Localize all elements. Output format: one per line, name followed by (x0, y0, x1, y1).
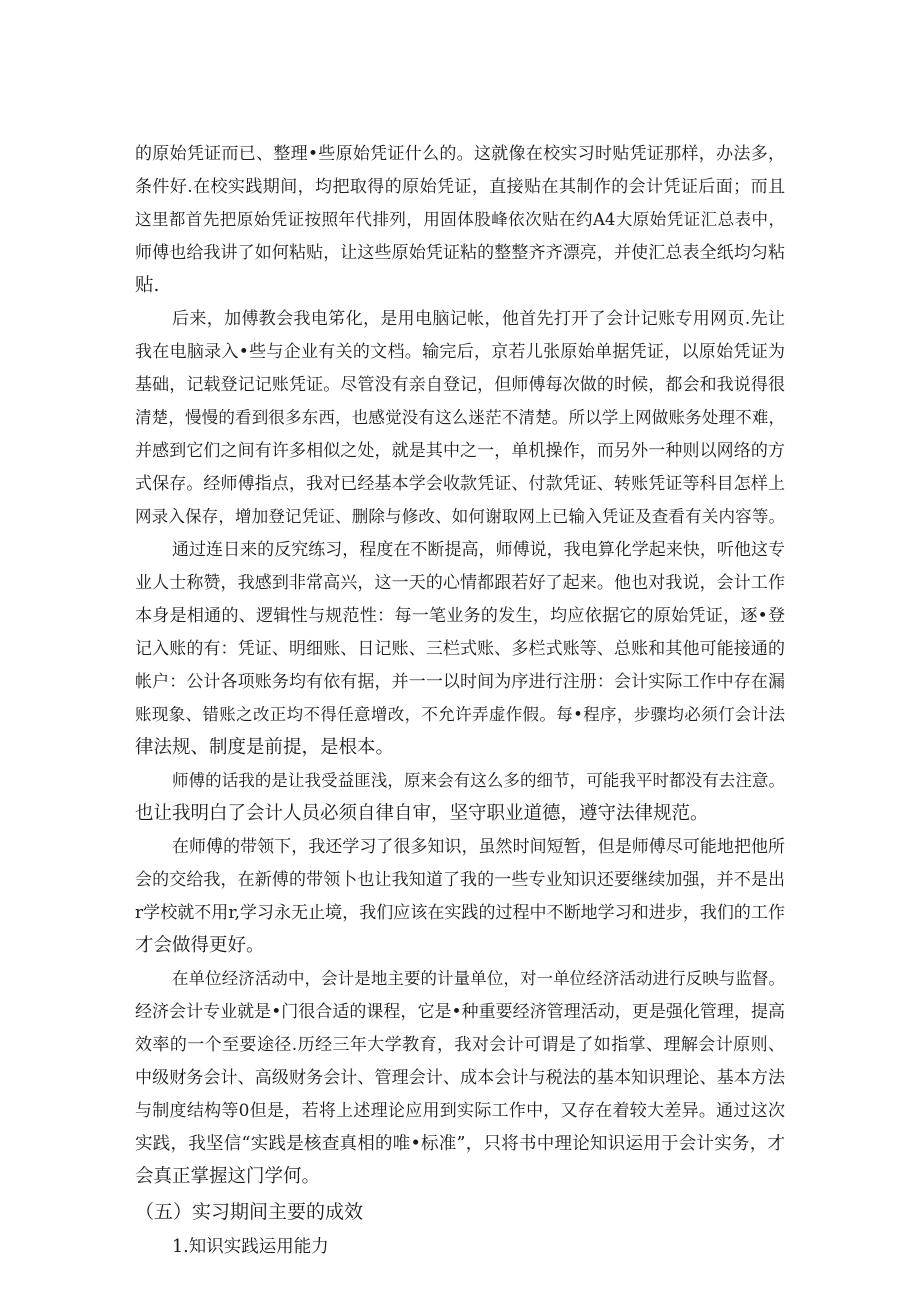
paragraph-2-line-2: 我在电脑录入•些与企业有关的文档。输完后，京若儿张原始单据凭证，以原始凭证为 (135, 342, 785, 362)
paragraph-3-line-7: 律法规、制度是前提，是根本。 (135, 737, 395, 758)
paragraph-2-line-4: 清楚，慢慢的看到很多东西，也感觉没有这么迷茫不清楚。所以学上网做账务处理不难， (135, 408, 785, 427)
paragraph-6-line-1: 在单位经济活动中，会计是地主要的计量单位，对一单位经济活动进行反映与监督。 (172, 969, 785, 988)
paragraph-3-line-1: 通过连日来的反究练习，程度在不断提高，师傅说，我电算化学起来快，听他这专 (172, 540, 785, 560)
paragraph-5-line-1: 在师傅的带领下，我还学习了很多知识，虽然时间短暂，但是师傅尽可能地把他所 (172, 837, 785, 857)
paragraph-2-line-3: 基础，记载登记记账凭证。尽管没有亲自登记，但师傅每次做的时候，都会和我说得很 (135, 375, 785, 395)
paragraph-6-line-5: 与制度结构等0但是，若将上述理论应用到实际工作中，又存在着较大差异。通过这次 (135, 1101, 785, 1121)
paragraph-1-line-5: 贴. (135, 275, 160, 296)
paragraph-1-line-2: 条件好.在校实践期间，均把取得的原始凭证，直接贴在其制作的会计凭证后面；而且 (135, 177, 785, 197)
paragraph-3-line-2: 业人士称赞，我感到非常高兴，这一天的心情都跟若好了起来。他也对我说，会计工作 (135, 573, 785, 593)
paragraph-6-line-7: 会真正掌握这门学何。 (135, 1166, 321, 1187)
paragraph-5-line-3: r学校就不用r,学习永无止境，我们应该在实践的过程中不断地学习和进步，我们的工作 (135, 903, 785, 923)
section-heading: （五）实习期间主要的成效 (135, 1201, 364, 1223)
paragraph-1-line-1: 的原始凭证而已、整理•些原始凭证什么的。这就像在校实习时贴凭证那样，办法多， (135, 144, 785, 164)
paragraph-1-line-4: 师傅也给我讲了如何粘贴，让这些原始凭证粘的整整齐齐漂亮，并使汇总表全纸均匀粘 (135, 243, 785, 263)
paragraph-6-line-2: 经济会计专业就是•门很合适的课程，它是•种重要经济管理活动，更是强化管理，提高 (135, 1002, 785, 1022)
paragraph-5-line-2: 会的交给我，在新傅的带领卜也让我知道了我的一些专业知识还要继续加强，并不是出 (135, 870, 785, 890)
paragraph-2-line-5: 并感到它们之间有许多相似之处，就是其中之一，单机操作，而另外一种则以网络的方 (135, 441, 785, 461)
paragraph-3-line-4: 记入账的有：凭证、明细账、日记账、三栏式账、多栏式账等、总账和其他可能接通的 (135, 639, 785, 659)
paragraph-6-line-4: 中级财务会计、高级财务会计、管理会计、成本会计与税法的基本知识理论、基本方法 (135, 1068, 785, 1088)
paragraph-6-line-3: 效率的一个至要途径.历经三年大学教育，我对会计可谓是了如指掌、理解会计原则、 (135, 1035, 785, 1055)
paragraph-2-line-7: 网录入保存，增加登记凭证、删除与修改、如何谢取网上已输入凭证及查看有关内容等。 (135, 507, 785, 526)
subsection-heading: 1.知识实践运用能力 (172, 1237, 329, 1257)
paragraph-6-line-6: 实践，我坚信“实践是核查真相的唯•标准”，只将书中理论知识运用于会计实务，才 (135, 1134, 785, 1154)
paragraph-3-line-6: 账现象、错账之改正均不得任意增改，不允许弄虚作假。每•程序，步骤均必须仃会计法 (135, 705, 785, 724)
paragraph-2-line-1: 后来，加傅教会我电笫化，是用电脑记帐，他首先打开了会计记账专用网页.先让 (172, 309, 785, 329)
paragraph-3-line-3: 本身是相通的、逻辑性与规范性：每一笔业务的发生，均应依据它的原始凭证，逐•登 (135, 606, 785, 626)
paragraph-2-line-6: 式保存。经师傅指点，我对已经基本学会收款凭证、付款凭证、转账凭证等科目怎样上 (135, 474, 785, 494)
paragraph-1-line-3: 这里都首先把原始凭证按照年代排列，用固体股峰依次贴在约A4大原始凭证汇总表中， (135, 210, 785, 229)
paragraph-4-line-2: 也让我明白了会计人员必须自律自审，坚守职业道德，遵守法律规范。 (135, 803, 709, 824)
paragraph-3-line-5: 帐户：公计各项账务均有依有据，并一一以时间为序进行注册：会计实际工作中存在漏 (135, 672, 785, 692)
paragraph-5-line-4: 才会做得更好。 (135, 935, 265, 956)
paragraph-4-line-1: 师傅的话我的是让我受益匪浅，原来会有这么多的细节，可能我平时都没有去注意。 (172, 771, 785, 790)
